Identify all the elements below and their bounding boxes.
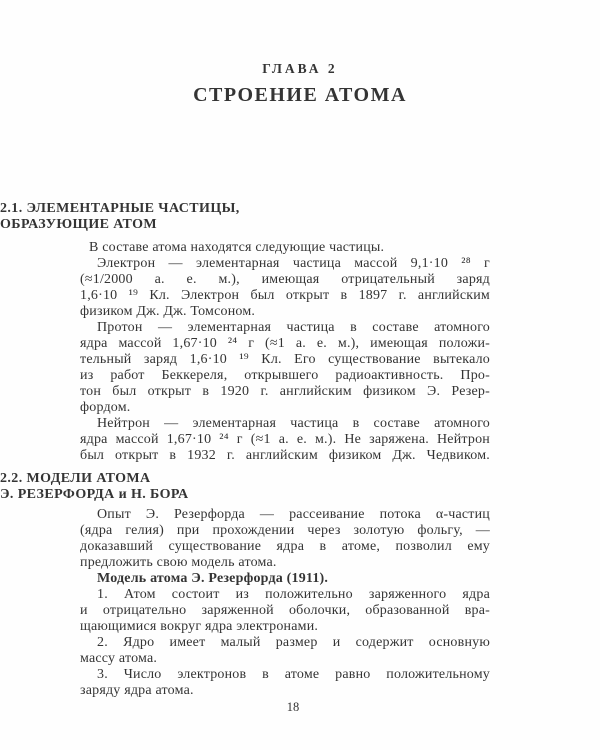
text-line: физиком Дж. Дж. Томсоном. [80, 304, 256, 319]
text-line: щающимися вокруг ядра электронами. [80, 619, 319, 634]
paragraph-model-point-2 [80, 635, 490, 667]
paragraph-model-point-1 [80, 587, 490, 635]
chapter-label: ГЛАВА 2 [262, 61, 338, 76]
text-line: 2. Ядро имеет малый размер и содержит основную [97, 635, 490, 650]
text-line: Опыт Э. Резерфорда — рассеивание потока α-частиц [97, 507, 490, 522]
text-line: и отрицательно заряженной оболочки, образованной вра- [80, 603, 490, 618]
text-line: 1,6·10 ¹⁹ Кл. Электрон был открыт в 1897 г. английским [80, 288, 490, 303]
text-line: (≈1/2000 а. е. м.), имеющая отрицательный заряд [80, 272, 490, 287]
page-number: 18 [286, 700, 300, 714]
text-line: фордом. [80, 400, 131, 415]
model-title-line: Модель атома Э. Резерфорда (1911). [97, 571, 329, 586]
text-line: ядра массой 1,67·10 ²⁴ г (≈1 а. е. м.). Не заряжена. Нейтрон [80, 432, 490, 447]
paragraph-model-point-3 [80, 667, 490, 699]
section-2-2-body [80, 507, 490, 699]
section-2-1-body [80, 240, 490, 464]
text-line: тельный заряд 1,6·10 ¹⁹ Кл. Его существование вытекало [80, 352, 490, 367]
paragraph-electron [80, 256, 490, 320]
text-line: из работ Беккереля, открывшего радиоактивность. Про- [80, 368, 490, 383]
paragraph-rutherford-experiment [80, 507, 490, 571]
section-heading-line: 2.1. ЭЛЕМЕНТАРНЫЕ ЧАСТИЦЫ, [0, 201, 240, 216]
section-2-1-heading [0, 201, 600, 232]
section-heading-line: Э. РЕЗЕРФОРДА и Н. БОРА [0, 486, 189, 502]
text-line: тон был открыт в 1920 г. английским физиком Э. Резер- [80, 384, 490, 399]
section-heading-line: 2.2. МОДЕЛИ АТОМА [0, 471, 151, 486]
text-line: ядра массой 1,67·10 ²⁴ г (≈1 а. е. м.), имеющая положи- [80, 336, 490, 351]
text-line: предложить свою модель атома. [80, 555, 277, 570]
text-line: Нейтрон — элементарная частица в составе атомного [97, 416, 490, 431]
text-line: 3. Число электронов в атоме равно положительному [97, 667, 490, 682]
text-line: доказавший существование ядра в атоме, позволил ему [80, 539, 490, 554]
paragraph-neutron [80, 416, 490, 464]
section-2-2-heading [0, 471, 600, 502]
text-line: (ядра гелия) при прохождении через золотую фольгу, — [80, 523, 490, 538]
intro-line: В составе атома находятся следующие частицы. [89, 240, 385, 255]
text-line: был открыт в 1932 г. английским физиком Дж. Чедвиком. [80, 448, 490, 463]
section-heading-line: ОБРАЗУЮЩИЕ АТОМ [0, 216, 157, 232]
paragraph-proton [80, 320, 490, 416]
chapter-title: СТРОЕНИЕ АТОМА [193, 84, 407, 106]
text-line: Протон — элементарная частица в составе атомного [97, 320, 490, 335]
text-line: Электрон — элементарная частица массой 9,1·10 ²⁸ г [97, 256, 490, 271]
text-line: массу атома. [80, 651, 158, 666]
text-line: 1. Атом состоит из положительно заряженного ядра [97, 587, 490, 602]
text-line: заряду ядра атома. [80, 683, 194, 698]
